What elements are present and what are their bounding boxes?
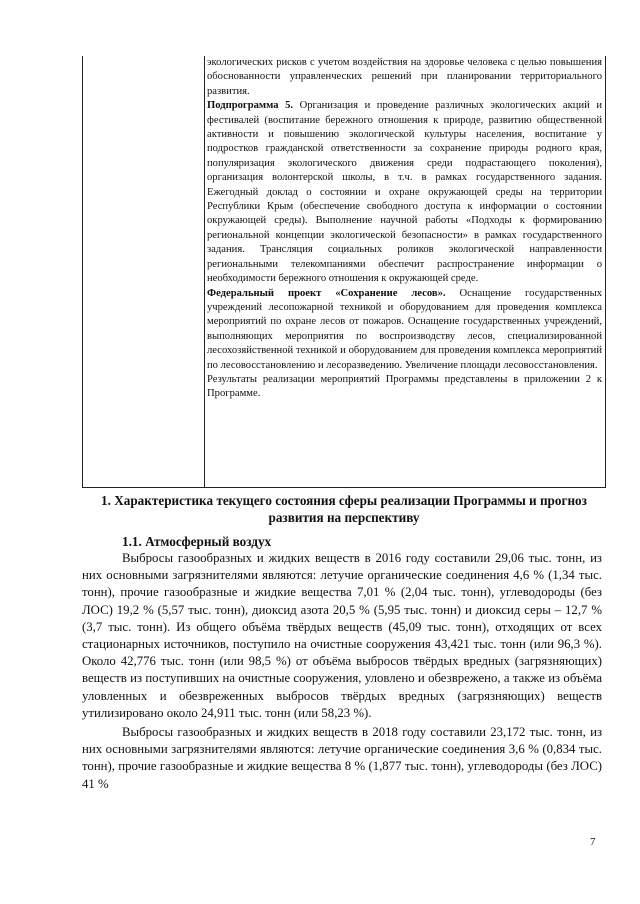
federal-project-title: Федеральный проект «Сохранение лесов». xyxy=(207,287,446,299)
page-number: 7 xyxy=(590,836,596,848)
subprogram-5-text: Организация и проведение различных экологических акций и фестивалей (воспитание бережного отношения к природе, развитию общественной активности и повышению экологической культуры населения, воспитание у подростков гражданской ответственности за сохранение природы родного края, популяризация экологического движения среди подрастающего поколения), организация волонтерской школы, в т.ч. в рамках государственного задания. Ежегодный доклад о состоянии и охране окружающей среды на территории Республики Крым (обеспечение свободного доступа к информации о состоянии окружающей среды). Выполнение научной работы «Подходы к формированию региональной концепции экологической безопасности» в рамках государственного задания. Трансляция социальных роликов экологической направленности региональными телекомпаниями обеспечит распространение информации о необходимости бережного отношения к окружающей среде. xyxy=(207,100,602,285)
subsection-heading: 1.1. Атмосферный воздух xyxy=(122,534,272,549)
body-text xyxy=(82,550,602,793)
cell-continuation-text: экологических рисков с учетом воздействия на здоровье человека с целью повышения обоснованности управленческих решений при планировании территориального развития. xyxy=(207,57,602,97)
program-table-fragment xyxy=(82,56,606,488)
paragraph-2016-emissions: Выбросы газообразных и жидких веществ в 2016 году составили 29,06 тыс. тонн, из них основными загрязнителями являются: летучие органические соединения 4,6 % (1,34 тыс. тонн), прочие газообразные и жидкие вещества 7,01 % (2,04 тыс. тонн), углеводороды (без ЛОС) 19,2 % (5,57 тыс. тонн), диоксид азота 20,5 % (5,95 тыс. тонн) и диоксид серы – 12,7 % (3,7 тыс. тонн). Из общего объёма твёрдых веществ (45,09 тыс. тонн), отходящих от всех стационарных источников, поступило на очистные сооружения 43,421 тыс. тонн (или 96,3 %). Около 42,776 тыс. тонн (или 98,5 %) от объёма выбросов твёрдых вредных (загрязняющих) веществ из поступивших на очистные сооружения, уловлено и обезврежено, а также из объёма уловленных и обезвреженных выбросов твёрдых вредных (загрязняющих) веществ утилизировано около 24,911 тыс. тонн (или 58,23 %). xyxy=(82,551,602,720)
paragraph-2018-emissions: Выбросы газообразных и жидких веществ в 2018 году составили 23,172 тыс. тонн, из них основными загрязнителями являются: летучие органические соединения 3,6 % (0,834 тыс. тонн), прочие газообразные и жидкие вещества 8 % (1,877 тыс. тонн), углеводороды (без ЛОС) 41 % xyxy=(82,725,602,791)
table-right-cell xyxy=(207,56,602,402)
subprogram-5-paragraph xyxy=(207,99,602,286)
federal-project-paragraph xyxy=(207,287,602,373)
subprogram-5-title: Подпрограмма 5. xyxy=(207,100,294,112)
table-column-divider xyxy=(204,56,205,487)
table-left-column-empty xyxy=(83,56,204,487)
section-heading: 1. Характеристика текущего состояния сферы реализации Программы и прогноз развития на перспективу xyxy=(101,493,587,525)
federal-project-text: Оснащение государственных учреждений лесопожарной техникой и оборудованием для проведения комплекса мероприятий по охране лесов от пожаров. Оснащение государственных учреждений, выполняющих мероприятия по воспроизводству лесов, специализированной лесохозяйственной техникой и оборудованием для проведения комплекса мероприятий по лесовосстановлению и лесоразведению. Увеличение площади лесовосстановления. xyxy=(207,287,602,371)
results-paragraph: Результаты реализации мероприятий Программы представлены в приложении 2 к Программе. xyxy=(207,373,602,400)
